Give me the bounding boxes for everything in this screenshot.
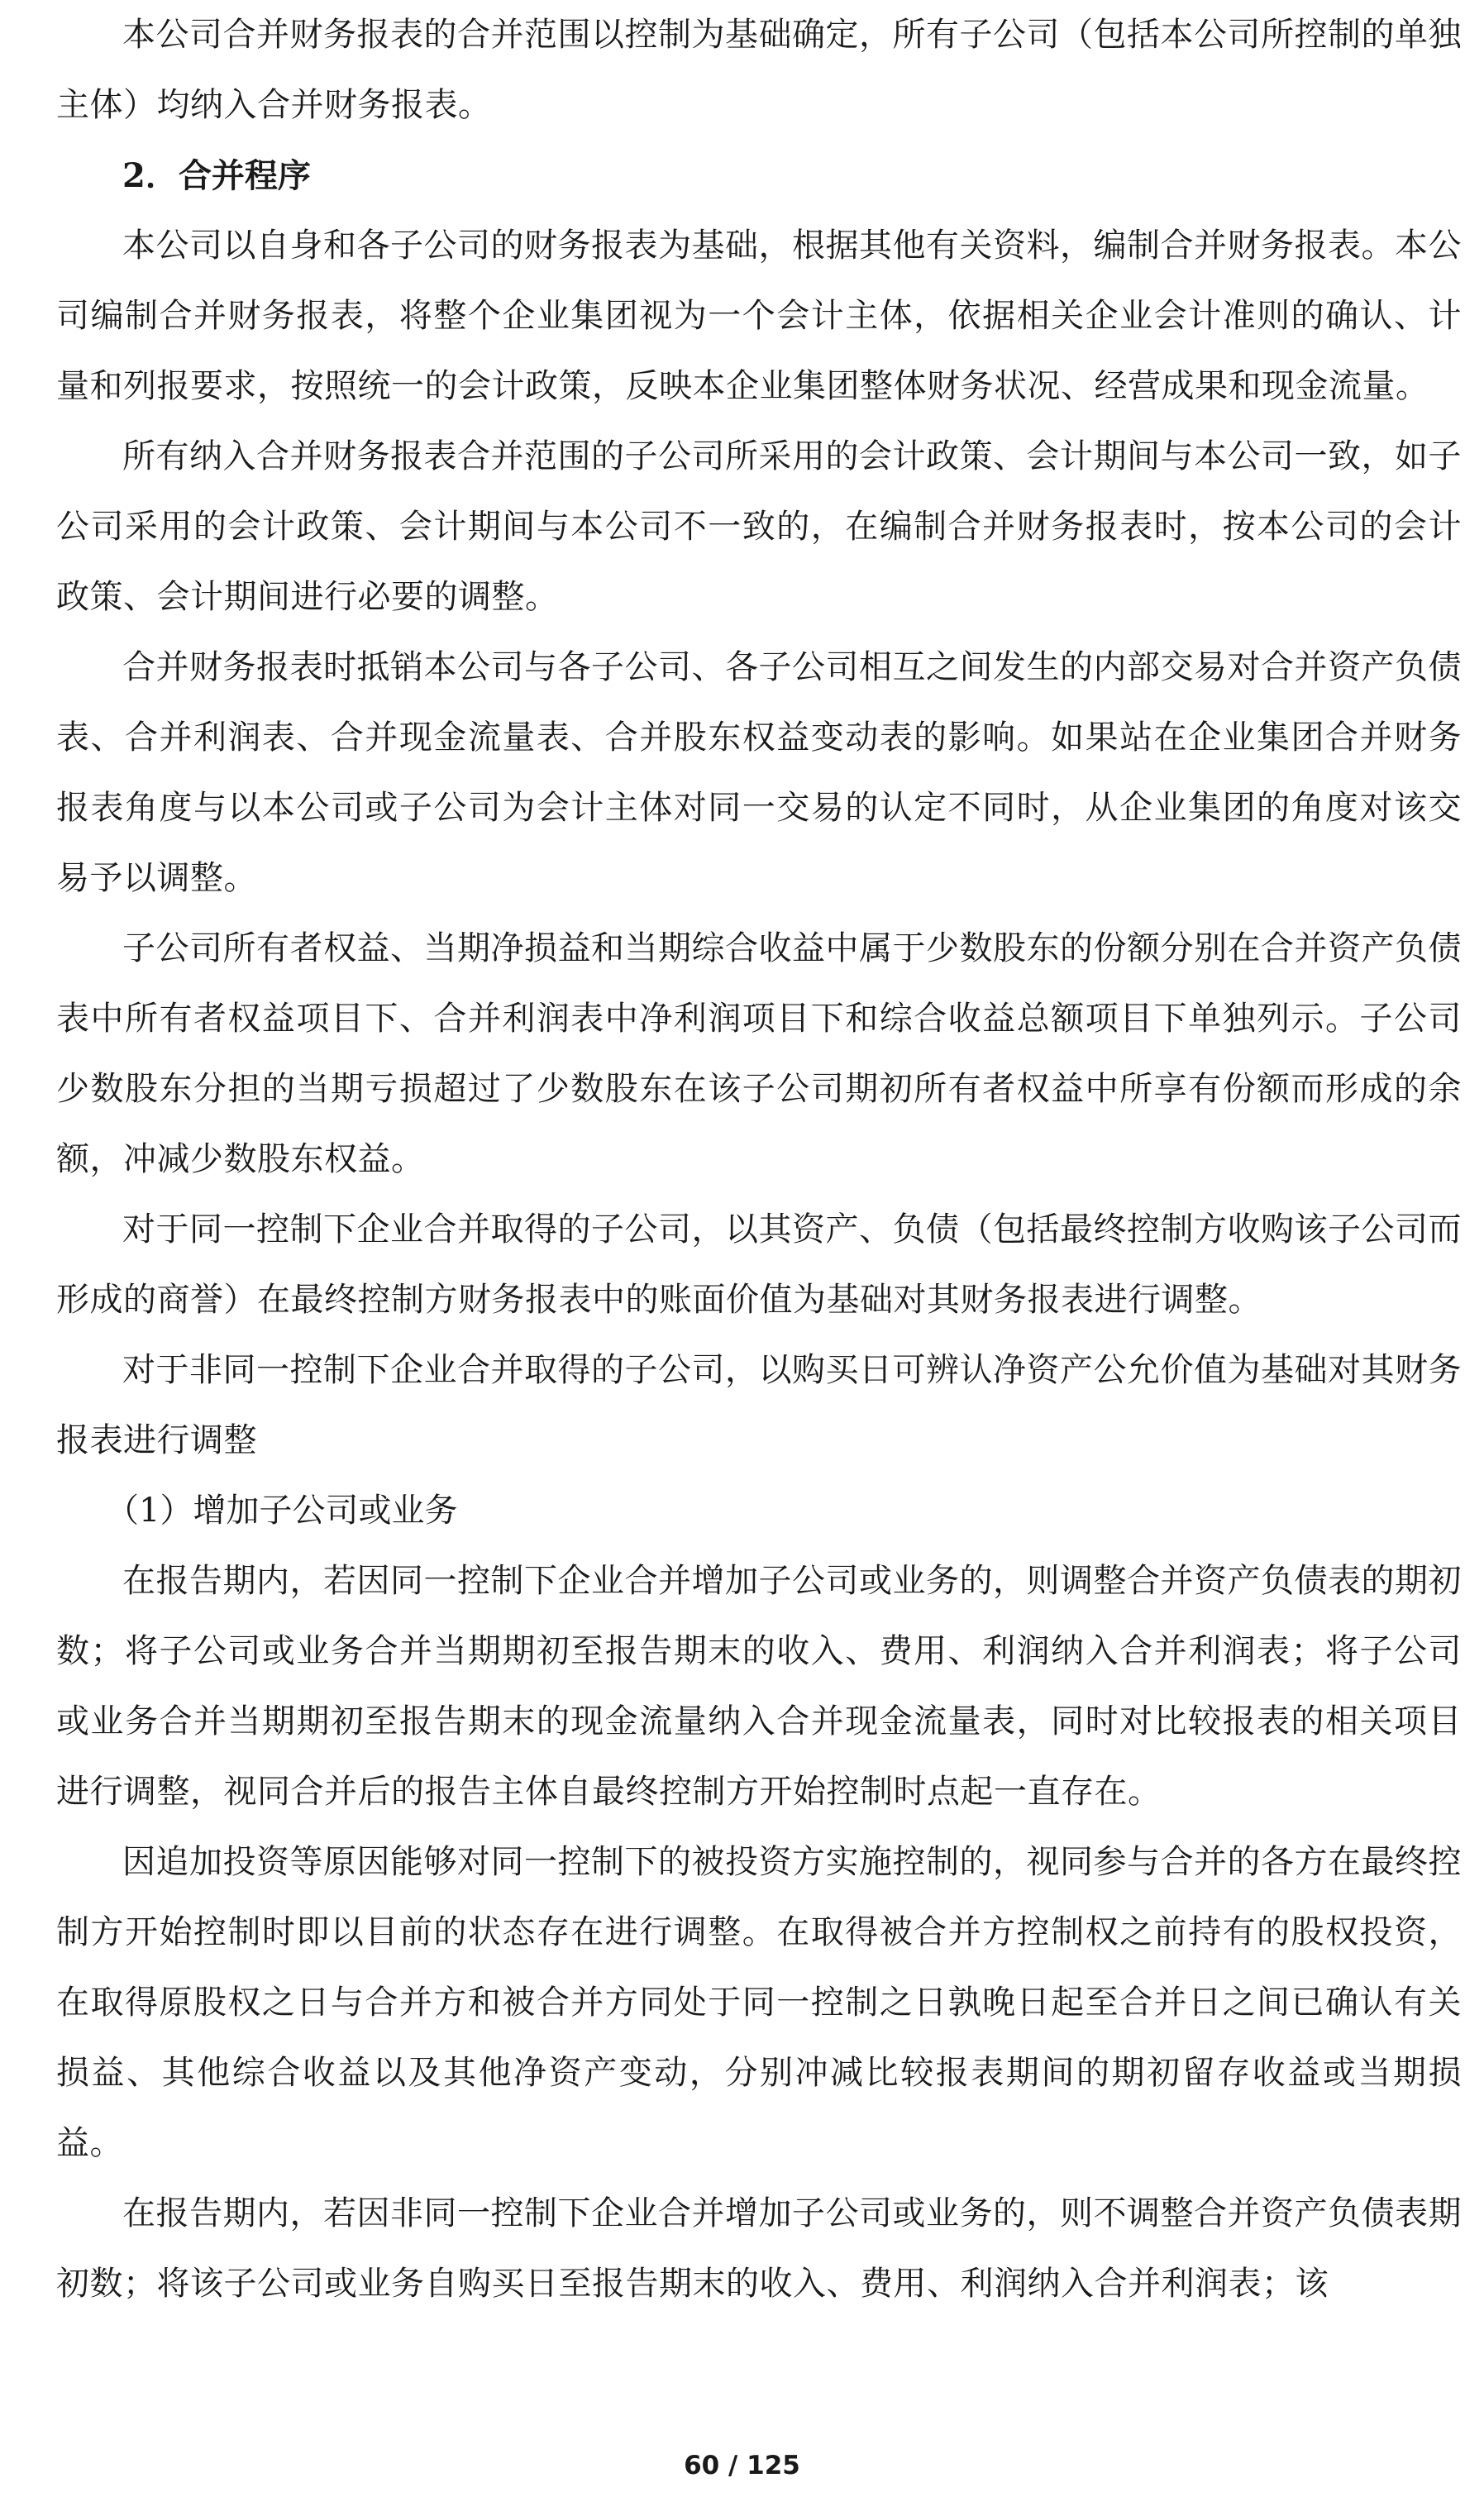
subheading-add-subsidiary: （1）增加子公司或业务 — [106, 1492, 458, 1530]
paragraph-minority-interest: 子公司所有者权益、当期净损益和当期综合收益中属于少数股东的份额分别在合并资产负债表中所有者权益项目下、合并利润表中净利润项目下和综合收益总额项目下单独列示。子公司少数股东分担的当期亏损超过了少数股东在该子公司期初所有者权益中所享有份额而形成的余额，冲减少数股东权益。 — [56, 929, 1462, 1178]
paragraph-common-control: 对于同一控制下企业合并取得的子公司，以其资产、负债（包括最终控制方收购该子公司而形成的商誉）在最终控制方财务报表中的账面价值为基础对其财务报表进行调整。 — [56, 1210, 1462, 1319]
page-number: 60 / 125 — [684, 2451, 800, 2480]
paragraph-prepare-statements: 本公司以自身和各子公司的财务报表为基础，根据其他有关资料，编制合并财务报表。本公司编制合并财务报表，将整个企业集团视为一个会计主体，依据相关企业会计准则的确认、计量和列报要求，按照统一的会计政策，反映本企业集团整体财务状况、经营成果和现金流量。 — [56, 227, 1462, 405]
paragraph-non-common-control: 对于非同一控制下企业合并取得的子公司，以购买日可辨认净资产公允价值为基础对其财务报表进行调整 — [56, 1351, 1462, 1459]
paragraph-accounting-policies: 所有纳入合并财务报表合并范围的子公司所采用的会计政策、会计期间与本公司一致，如子公司采用的会计政策、会计期间与本公司不一致的，在编制合并财务报表时，按本公司的会计政策、会计期间进行必要的调整。 — [56, 437, 1462, 616]
section-heading-consolidation-procedure: 2．合并程序 — [122, 156, 311, 195]
paragraph-additional-investment: 因追加投资等原因能够对同一控制下的被投资方实施控制的，视同参与合并的各方在最终控制方开始控制时即以目前的状态存在进行调整。在取得被合并方控制权之前持有的股权投资，在取得原股权之日与合并方和被合并方同处于同一控制之日孰晚日起至合并日之间已确认有关损益、其他综合收益以及其他净资产变动，分别冲减比较报表期间的期初留存收益或当期损益。 — [56, 1843, 1462, 2162]
paragraph-add-common-control: 在报告期内，若因同一控制下企业合并增加子公司或业务的，则调整合并资产负债表的期初数；将子公司或业务合并当期期初至报告期末的收入、费用、利润纳入合并利润表；将子公司或业务合并当期期初至报告期末的现金流量纳入合并现金流量表，同时对比较报表的相关项目进行调整，视同合并后的报告主体自最终控制方开始控制时点起一直存在。 — [56, 1562, 1462, 1811]
paragraph-add-non-common-control: 在报告期内，若因非同一控制下企业合并增加子公司或业务的，则不调整合并资产负债表期初数；将该子公司或业务自购买日至报告期末的收入、费用、利润纳入合并利润表；该 — [56, 2194, 1462, 2303]
paragraph-internal-transactions: 合并财务报表时抵销本公司与各子公司、各子公司相互之间发生的内部交易对合并资产负债表、合并利润表、合并现金流量表、合并股东权益变动表的影响。如果站在企业集团合并财务报表角度与以本公司或子公司为会计主体对同一交易的认定不同时，从企业集团的角度对该交易予以调整。 — [56, 648, 1462, 897]
document-body — [56, 0, 1462, 2319]
paragraph-consolidation-scope: 本公司合并财务报表的合并范围以控制为基础确定，所有子公司（包括本公司所控制的单独主体）均纳入合并财务报表。 — [56, 16, 1462, 124]
